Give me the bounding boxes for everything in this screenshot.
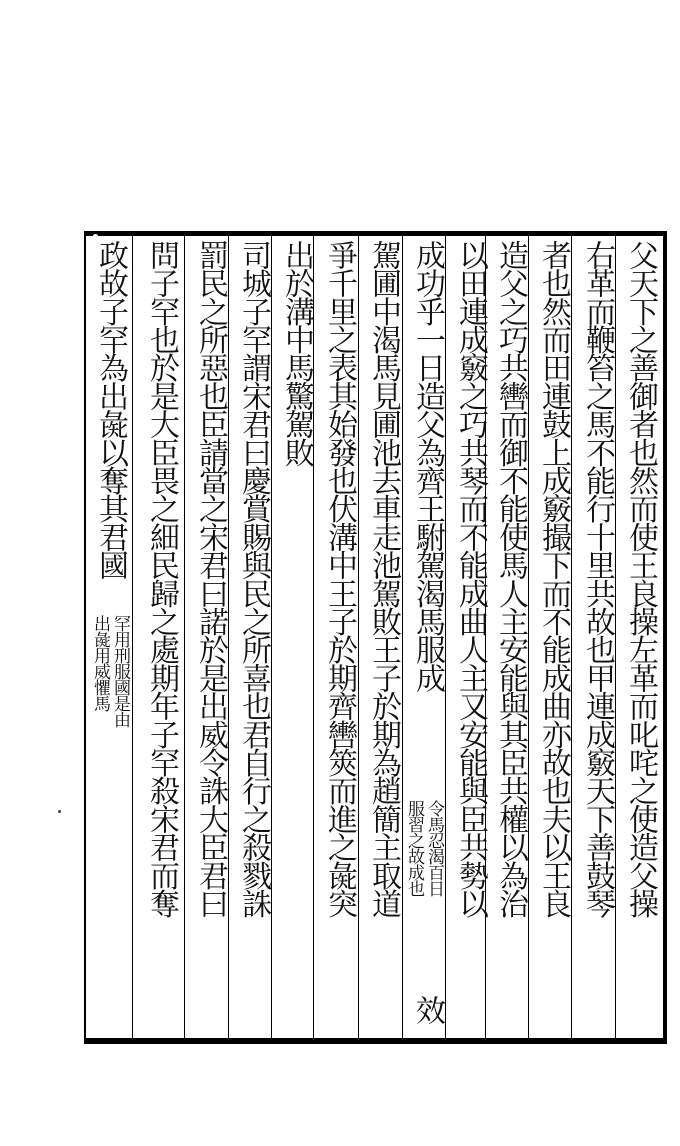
commentary-block xyxy=(404,800,444,990)
commentary-line: 令馬忍渴百日 xyxy=(424,800,444,896)
text-column-6: 成功乎一日造父為齊王駙駕渴馬服成 xyxy=(410,240,445,692)
paper-speck xyxy=(93,234,98,237)
frame-bottom-border xyxy=(84,1038,667,1044)
text-column-3: 者也然而田連鼓上成竅撮下而不能成曲亦故也夫以王良 xyxy=(536,240,571,917)
frame-top-border xyxy=(84,231,667,236)
text-column-2: 右革而鞭笞之馬不能行十里共故也甲連成竅天下善鼓琴 xyxy=(580,240,615,917)
commentary-line: 出彘用威懼馬 xyxy=(90,615,110,711)
text-column-11: 罰民之所惡也臣請當之宋君曰諾於是出威令誅大臣君曰 xyxy=(193,240,228,917)
text-column-8: 爭千里之表其始發也伏溝中王子於期齊轡筴而進之彘突 xyxy=(322,240,357,917)
text-column-1: 父天下之善御者也然而使王良操左革而叱咤之使造父操 xyxy=(623,240,658,917)
column-rule xyxy=(184,236,185,1038)
commentary-line: 服習之故成也 xyxy=(404,800,424,896)
text-column-12: 問子罕也於是大臣畏之細民歸之處期年子罕殺宋君而奪 xyxy=(144,240,179,917)
column-rule xyxy=(132,236,133,1038)
commentary-block xyxy=(88,615,132,795)
paper-speck xyxy=(58,810,61,813)
text-column-5: 以田連成竅之巧共琴而不能成曲人主又安能與臣共勢以 xyxy=(453,240,488,917)
commentary-line: 罕用刑服國是由 xyxy=(110,615,130,727)
text-column-4: 造父之巧共轡而御不能使馬人主安能與其臣共權以為治 xyxy=(493,240,528,917)
text-column-9: 出於溝中馬驚駕敗 xyxy=(279,240,314,466)
text-column-6-tail: 效 xyxy=(410,995,445,1024)
frame-left-border xyxy=(84,231,86,1044)
text-column-7: 駕圃中渴馬見圃池去車走池駕敗王子於期為趙簡主取道 xyxy=(366,240,401,917)
frame-right-border xyxy=(663,231,667,1044)
text-column-10: 司城子罕謂宋君曰慶賞賜與民之所喜也君自行之殺戮誅 xyxy=(236,240,271,917)
text-column-13: 政故子罕為出彘以奪其君國 xyxy=(93,240,128,579)
